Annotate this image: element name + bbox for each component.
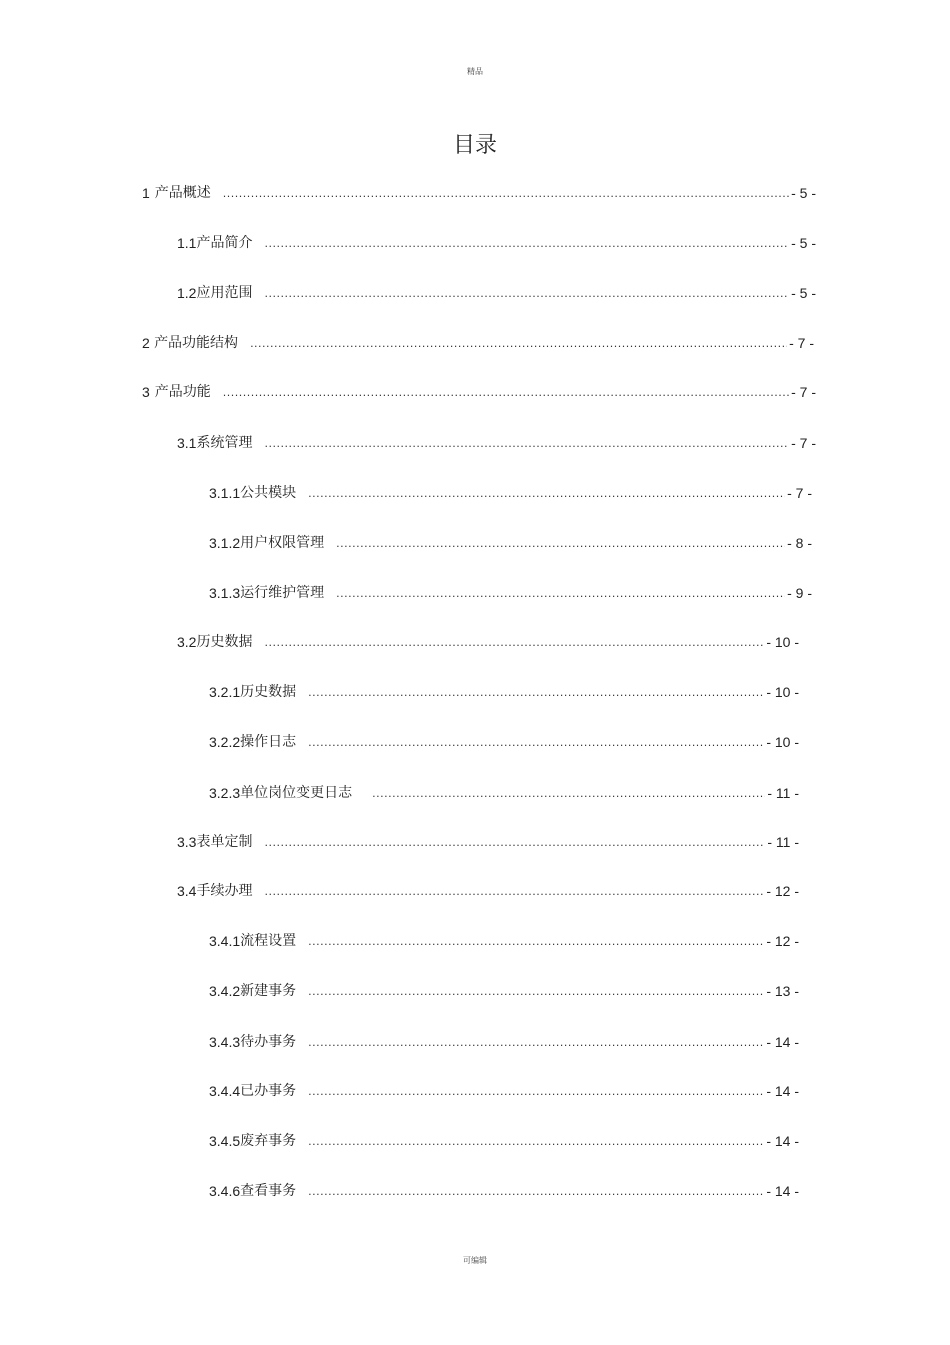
toc-entry-3-4-6[interactable] — [209, 1181, 799, 1201]
toc-entry-text: 应用范围 — [196, 285, 253, 301]
toc-entry-1[interactable] — [142, 183, 816, 203]
toc-entry-number: 3.4.4 — [209, 1083, 241, 1099]
toc-entry-number: 1.1 — [177, 235, 197, 251]
toc-entry-number: 3.4.3 — [209, 1034, 241, 1050]
toc-leader-dots — [250, 334, 787, 354]
toc-entry-text: 产品功能结构 — [154, 335, 239, 351]
toc-entry-number: 3.2.1 — [209, 684, 241, 700]
toc-entry-1-2[interactable] — [177, 283, 816, 303]
toc-entry-3-2-1[interactable] — [209, 682, 799, 702]
toc-leader-dots — [264, 284, 789, 304]
toc-entry-text: 公共模块 — [240, 485, 297, 501]
toc-entry-number: 3.4.5 — [209, 1133, 241, 1149]
toc-leader-dots — [264, 633, 764, 653]
toc-entry-number: 3.1.2 — [209, 535, 241, 551]
toc-leader-dots — [336, 534, 785, 554]
toc-entry-page: - 12 - — [766, 883, 799, 899]
toc-entry-text: 系统管理 — [196, 435, 253, 451]
toc-entry-page: - 14 - — [766, 1034, 799, 1050]
toc-entry-3-4-2[interactable] — [209, 981, 799, 1001]
toc-leader-dots — [264, 434, 789, 454]
toc-entry-page: - 10 - — [766, 684, 799, 700]
footer-watermark: 可编辑 — [463, 1256, 487, 1265]
toc-entry-number: 3.2.2 — [209, 734, 241, 750]
toc-leader-dots — [308, 683, 764, 703]
toc-entry-number: 3.1.3 — [209, 585, 241, 601]
toc-entry-3[interactable] — [142, 382, 816, 402]
toc-entry-page: - 7 - — [787, 485, 812, 501]
header-watermark: 精品 — [467, 67, 483, 76]
toc-leader-dots — [308, 1033, 764, 1053]
toc-entry-number: 3.2 — [177, 634, 197, 650]
toc-entry-text: 用户权限管理 — [240, 535, 325, 551]
toc-leader-dots — [308, 932, 764, 952]
toc-entry-page: - 13 - — [766, 983, 799, 999]
toc-leader-dots — [264, 833, 765, 853]
toc-entry-page: - 8 - — [787, 535, 812, 551]
toc-entry-number: 3.1.1 — [209, 485, 241, 501]
toc-entry-3-3[interactable] — [177, 832, 799, 852]
toc-entry-text: 单位岗位变更日志 — [240, 785, 353, 801]
toc-entry-page: - 14 - — [766, 1133, 799, 1149]
toc-entry-number: 3.4 — [177, 883, 197, 899]
toc-leader-dots — [308, 1082, 764, 1102]
toc-entry-page: - 10 - — [766, 634, 799, 650]
toc-entry-text: 产品简介 — [196, 235, 253, 251]
toc-leader-dots — [264, 234, 789, 254]
toc-leader-dots — [223, 184, 789, 204]
toc-leader-dots — [308, 484, 785, 504]
toc-leader-dots — [223, 383, 789, 403]
toc-entry-text: 历史数据 — [196, 634, 253, 650]
toc-leader-dots — [308, 1132, 764, 1152]
toc-entry-text: 表单定制 — [196, 834, 253, 850]
toc-entry-text: 废弃事务 — [240, 1133, 297, 1149]
toc-entry-3-4-4[interactable] — [209, 1081, 799, 1101]
toc-entry-number: 3 — [142, 384, 150, 400]
toc-entry-3-2-2[interactable] — [209, 732, 799, 752]
toc-entry-3-1-3[interactable] — [209, 583, 812, 603]
toc-entry-text: 产品功能 — [154, 384, 211, 400]
toc-entry-3-2[interactable] — [177, 632, 799, 652]
toc-entry-page: - 5 - — [791, 185, 816, 201]
toc-entry-3-4[interactable] — [177, 881, 799, 901]
toc-entry-text: 历史数据 — [240, 684, 297, 700]
toc-entry-3-1-1[interactable] — [209, 483, 812, 503]
toc-entry-2[interactable] — [142, 333, 814, 353]
toc-entry-number: 1.2 — [177, 285, 197, 301]
toc-entry-page: - 9 - — [787, 585, 812, 601]
toc-entry-text: 手续办理 — [196, 883, 253, 899]
toc-entry-text: 查看事务 — [240, 1183, 297, 1199]
toc-entry-number: 3.4.2 — [209, 983, 241, 999]
toc-entry-text: 操作日志 — [240, 734, 297, 750]
toc-entry-page: - 10 - — [766, 734, 799, 750]
toc-leader-dots — [264, 882, 764, 902]
toc-entry-3-4-1[interactable] — [209, 931, 799, 951]
toc-entry-text: 运行维护管理 — [240, 585, 325, 601]
toc-entry-text: 产品概述 — [154, 185, 211, 201]
toc-entry-3-1-2[interactable] — [209, 533, 812, 553]
toc-entry-number: 3.3 — [177, 834, 197, 850]
toc-entry-page: - 7 - — [791, 384, 816, 400]
toc-leader-dots — [372, 784, 765, 804]
toc-entry-page: - 14 - — [766, 1083, 799, 1099]
toc-entry-3-4-3[interactable] — [209, 1032, 799, 1052]
toc-leader-dots — [308, 1182, 764, 1202]
toc-entry-page: - 14 - — [766, 1183, 799, 1199]
toc-leader-dots — [336, 584, 785, 604]
toc-entry-text: 已办事务 — [240, 1083, 297, 1099]
toc-entry-page: - 5 - — [791, 285, 816, 301]
toc-entry-text: 流程设置 — [240, 933, 297, 949]
toc-entry-number: 3.2.3 — [209, 785, 241, 801]
toc-entry-page: - 5 - — [791, 235, 816, 251]
toc-entry-number: 3.4.6 — [209, 1183, 241, 1199]
toc-entry-1-1[interactable] — [177, 233, 816, 253]
toc-entry-page: - 7 - — [791, 435, 816, 451]
toc-entry-3-2-3[interactable] — [209, 783, 799, 803]
toc-entry-page: - 12 - — [766, 933, 799, 949]
toc-title: 目录 — [452, 133, 497, 158]
toc-entry-text: 待办事务 — [240, 1034, 297, 1050]
toc-entry-number: 3.1 — [177, 435, 197, 451]
toc-entry-page: - 11 - — [767, 785, 799, 801]
toc-leader-dots — [308, 982, 764, 1002]
toc-entry-text: 新建事务 — [240, 983, 297, 999]
toc-leader-dots — [308, 733, 764, 753]
toc-entry-page: - 7 - — [789, 335, 814, 351]
toc-entry-3-4-5[interactable] — [209, 1131, 799, 1151]
toc-entry-page: - 11 - — [767, 834, 799, 850]
toc-entry-number: 1 — [142, 185, 150, 201]
toc-entry-number: 2 — [142, 335, 150, 351]
toc-entry-number: 3.4.1 — [209, 933, 241, 949]
toc-entry-3-1[interactable] — [177, 433, 816, 453]
